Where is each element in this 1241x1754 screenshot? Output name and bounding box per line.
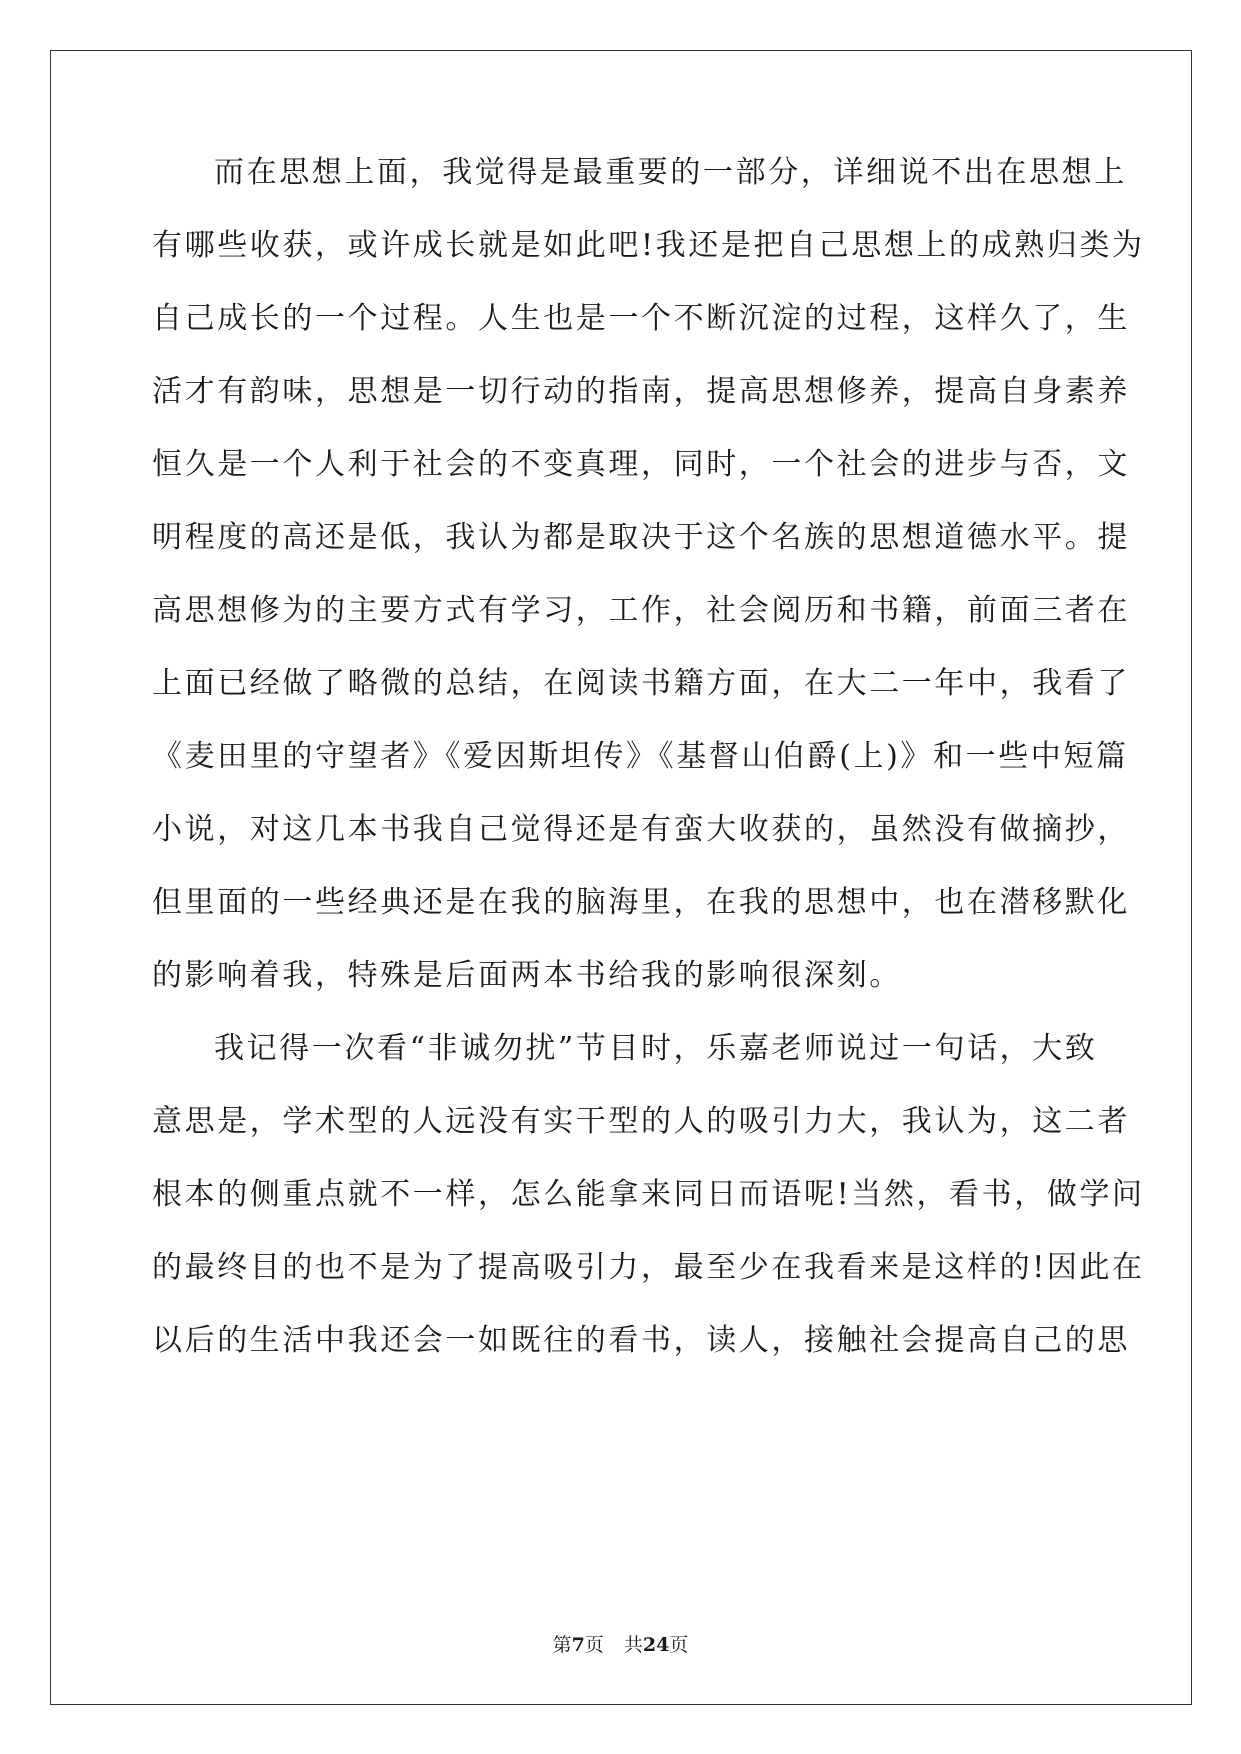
total-pages: 24 xyxy=(642,1634,670,1656)
text-line: 活才有韵味，思想是一切行动的指南，提高思想修养，提高自身素养 xyxy=(152,374,1130,409)
text-line: 根本的侧重点就不一样，怎么能拿来同日而语呢!当然，看书，做学问 xyxy=(152,1177,1145,1212)
text-line: 而在思想上面，我觉得是最重要的一部分，详细说不出在思想上 xyxy=(214,155,1127,190)
page-number: 7 xyxy=(571,1634,585,1656)
text-line: 《麦田里的守望者》《爱因斯坦传》《基督山伯爵(上)》和一些中短篇 xyxy=(152,739,1129,774)
text-line: 自己成长的一个过程。人生也是一个不断沉淀的过程，这样久了，生 xyxy=(152,301,1130,336)
page-prefix: 第 xyxy=(552,1634,572,1656)
text-line: 恒久是一个人利于社会的不变真理，同时，一个社会的进步与否，文 xyxy=(152,447,1130,482)
page-suffix: 页 xyxy=(584,1634,604,1656)
text-line: 明程度的高还是低，我认为都是取决于这个名族的思想道德水平。提 xyxy=(152,520,1130,555)
text-line: 我记得一次看“非诚勿扰”节目时，乐嘉老师说过一句话，大致 xyxy=(214,1031,1098,1066)
text-line: 但里面的一些经典还是在我的脑海里，在我的思想中，也在潜移默化 xyxy=(152,885,1130,920)
text-line: 的影响着我，特殊是后面两本书给我的影响很深刻。 xyxy=(152,958,902,993)
total-prefix: 共 xyxy=(623,1634,643,1656)
total-suffix: 页 xyxy=(669,1634,689,1656)
text-line: 的最终目的也不是为了提高吸引力，最至少在我看来是这样的!因此在 xyxy=(152,1250,1145,1285)
page-footer xyxy=(0,1633,1241,1657)
text-line: 小说，对这几本书我自己觉得还是有蛮大收获的，虽然没有做摘抄， xyxy=(152,812,1130,847)
text-line: 高思想修为的主要方式有学习，工作，社会阅历和书籍，前面三者在 xyxy=(152,593,1130,628)
text-line: 以后的生活中我还会一如既往的看书，读人，接触社会提高自己的思 xyxy=(152,1323,1130,1358)
text-line: 上面已经做了略微的总结，在阅读书籍方面，在大二一年中，我看了 xyxy=(152,666,1130,701)
text-line: 意思是，学术型的人远没有实干型的人的吸引力大，我认为，这二者 xyxy=(152,1104,1130,1139)
text-line: 有哪些收获，或许成长就是如此吧!我还是把自己思想上的成熟归类为 xyxy=(152,228,1145,263)
